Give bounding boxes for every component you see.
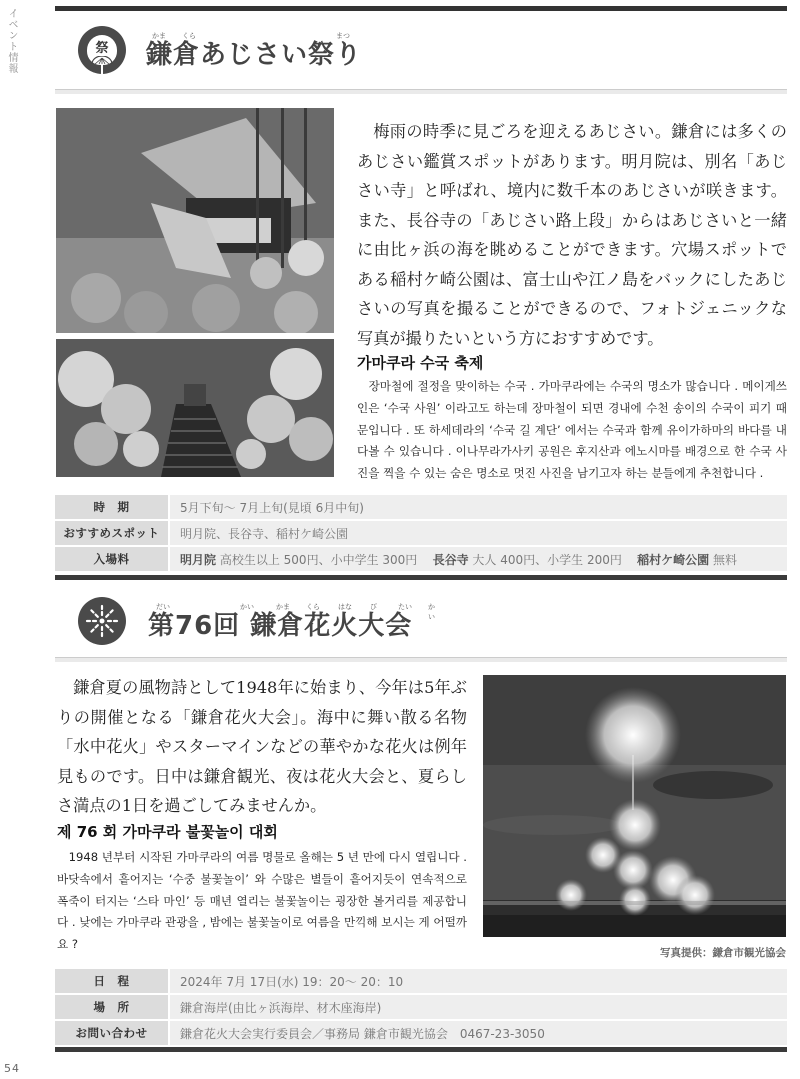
section1-heading-ko: 가마쿠라 수국 축제: [357, 354, 484, 372]
section2-heading: [78, 597, 435, 645]
info-value: 鎌倉花火大会実行委員会／事務局 鎌倉市観光協会 0467-23-3050: [170, 1021, 787, 1045]
fee-detail: 大人 400円、小学生 200円: [472, 552, 622, 567]
section1-body-ko: [357, 376, 787, 485]
heading-underline: [55, 657, 787, 662]
info-row-contact: [55, 1021, 787, 1045]
section-top-rule: [55, 6, 787, 11]
info-row-admission: [55, 547, 787, 571]
fan-ribs-icon: [91, 56, 113, 64]
info-row-spots: [55, 521, 787, 545]
info-label: 日 程: [55, 969, 170, 993]
fee-place: 明月院: [180, 552, 217, 567]
fireworks-over-sea-photo: [483, 675, 786, 937]
hydrangea-stairway-photo: [56, 339, 334, 477]
matsuri-glyph: 祭: [95, 41, 109, 56]
info-label: 時 期: [55, 495, 170, 519]
page-title: 鎌倉あじさい祭り: [146, 39, 363, 70]
section-side-label: イベント情報: [6, 8, 17, 74]
fee-detail: 無料: [712, 552, 737, 567]
event-info-table-2: [55, 967, 787, 1047]
fee-detail: 高校生以上 500円、小中学生 300円: [219, 552, 418, 567]
section1-heading: [78, 26, 362, 74]
info-value: [170, 547, 787, 571]
info-value: 鎌倉海岸(由比ヶ浜海岸、材木座海岸): [170, 995, 787, 1019]
title-ruby: かま くら まつ: [152, 31, 350, 40]
info-row-period: [55, 495, 787, 519]
info-label: 入場料: [55, 547, 170, 571]
info-label: 場 所: [55, 995, 170, 1019]
fee-place: 長谷寺: [432, 552, 469, 567]
info-value: 明月院、長谷寺、稲村ケ崎公園: [170, 521, 787, 545]
fee-place: 稲村ケ崎公園: [637, 552, 710, 567]
section-divider: [55, 575, 787, 580]
event-info-table-1: [55, 493, 787, 573]
section2-body-ja: [57, 673, 467, 821]
title-ruby: だい かい かま くら はな び たい かい: [156, 602, 435, 621]
info-row-schedule: [55, 969, 787, 993]
info-label: おすすめスポット: [55, 521, 170, 545]
page-title-2: 第76回 鎌倉花火大会: [148, 610, 413, 641]
info-row-location: [55, 995, 787, 1019]
temple-roof-hydrangea-photo: [56, 108, 334, 333]
body-ko-paragraph: 장마철에 절정을 맞이하는 수국 . 가마쿠라에는 수국의 명소가 많습니다 . 메이게쓰인은 ‘수국 사원’ 이라고도 하는데 장마철이 되면 경내에 수천 송이의 수국이 피기 때문입니다 . 또 하세데라의 ‘수국 길 계단’ 에서는 수국과 함께 유이가하마의 바다를 내다볼 수 있습니다 . 이나무라가사키 공원은 후지산과 에노시마를 배경으로 한 수국 사진을 찍을 수 있는 숨은 명소로 멋진 사진을 남기고자 하는 분들에게 추천합니다 .: [357, 379, 787, 481]
heading-underline: [55, 89, 787, 94]
photo-credit: 写真提供：鎌倉市観光協会: [660, 947, 786, 959]
body-ja-paragraph: 鎌倉夏の風物詩として1948年に始まり、今年は5年ぶりの開催となる「鎌倉花火大会」。海中に舞い散る名物「水中花火」やスターマインなどの華やかな花火は例年見ものです。日中は鎌倉観光、夜は花火大会と、夏らしさ満点の1日を過ごしてみませんか。: [57, 678, 467, 815]
page-number: 54: [4, 1062, 20, 1075]
body-ko-paragraph: 1948 년부터 시작된 가마쿠라의 여름 명물로 올해는 5 년 만에 다시 열립니다 . 바닷속에서 흩어지는 ‘수중 불꽃놀이’ 와 수많은 별들이 흩어지듯이 연속적으로 폭죽이 터지는 ‘스타 마인’ 등 매년 열리는 불꽃놀이는 굉장한 볼거리를 제공합니다 . 낮에는 가마쿠라 관광을 , 밤에는 불꽃놀이로 여름을 만끽해 보시는 게 어떨까요 ?: [57, 850, 467, 952]
info-label: お問い合わせ: [55, 1021, 170, 1045]
uchiwa-fan-matsuri-icon: [78, 26, 126, 74]
section2-body-ko: [57, 847, 467, 956]
info-value: 2024年 7月 17日(水) 19：20～ 20：10: [170, 969, 787, 993]
section2-heading-ko: 제 76 회 가마쿠라 불꽃놀이 대회: [57, 823, 278, 841]
body-ja-paragraph: 梅雨の時季に見ごろを迎えるあじさい。鎌倉には多くのあじさい鑑賞スポットがあります。明月院は、別名「あじさい寺」と呼ばれ、境内に数千本のあじさいが咲きます。また、長谷寺の「あじさい路上段」からはあじさいと一緒に由比ヶ浜の海を眺めることができます。穴場スポットである稲村ケ崎公園は、富士山や江ノ島をバックにしたあじさいの写真を撮ることができるので、フォトジェニックな写真が撮りたいという方におすすめです。: [357, 122, 787, 348]
section-bottom-rule: [55, 1047, 787, 1052]
section1-body-ja: [357, 117, 787, 353]
info-value: 5月下旬～ 7月上旬(見頃 6月中旬): [170, 495, 787, 519]
firework-burst-icon: [78, 597, 126, 645]
